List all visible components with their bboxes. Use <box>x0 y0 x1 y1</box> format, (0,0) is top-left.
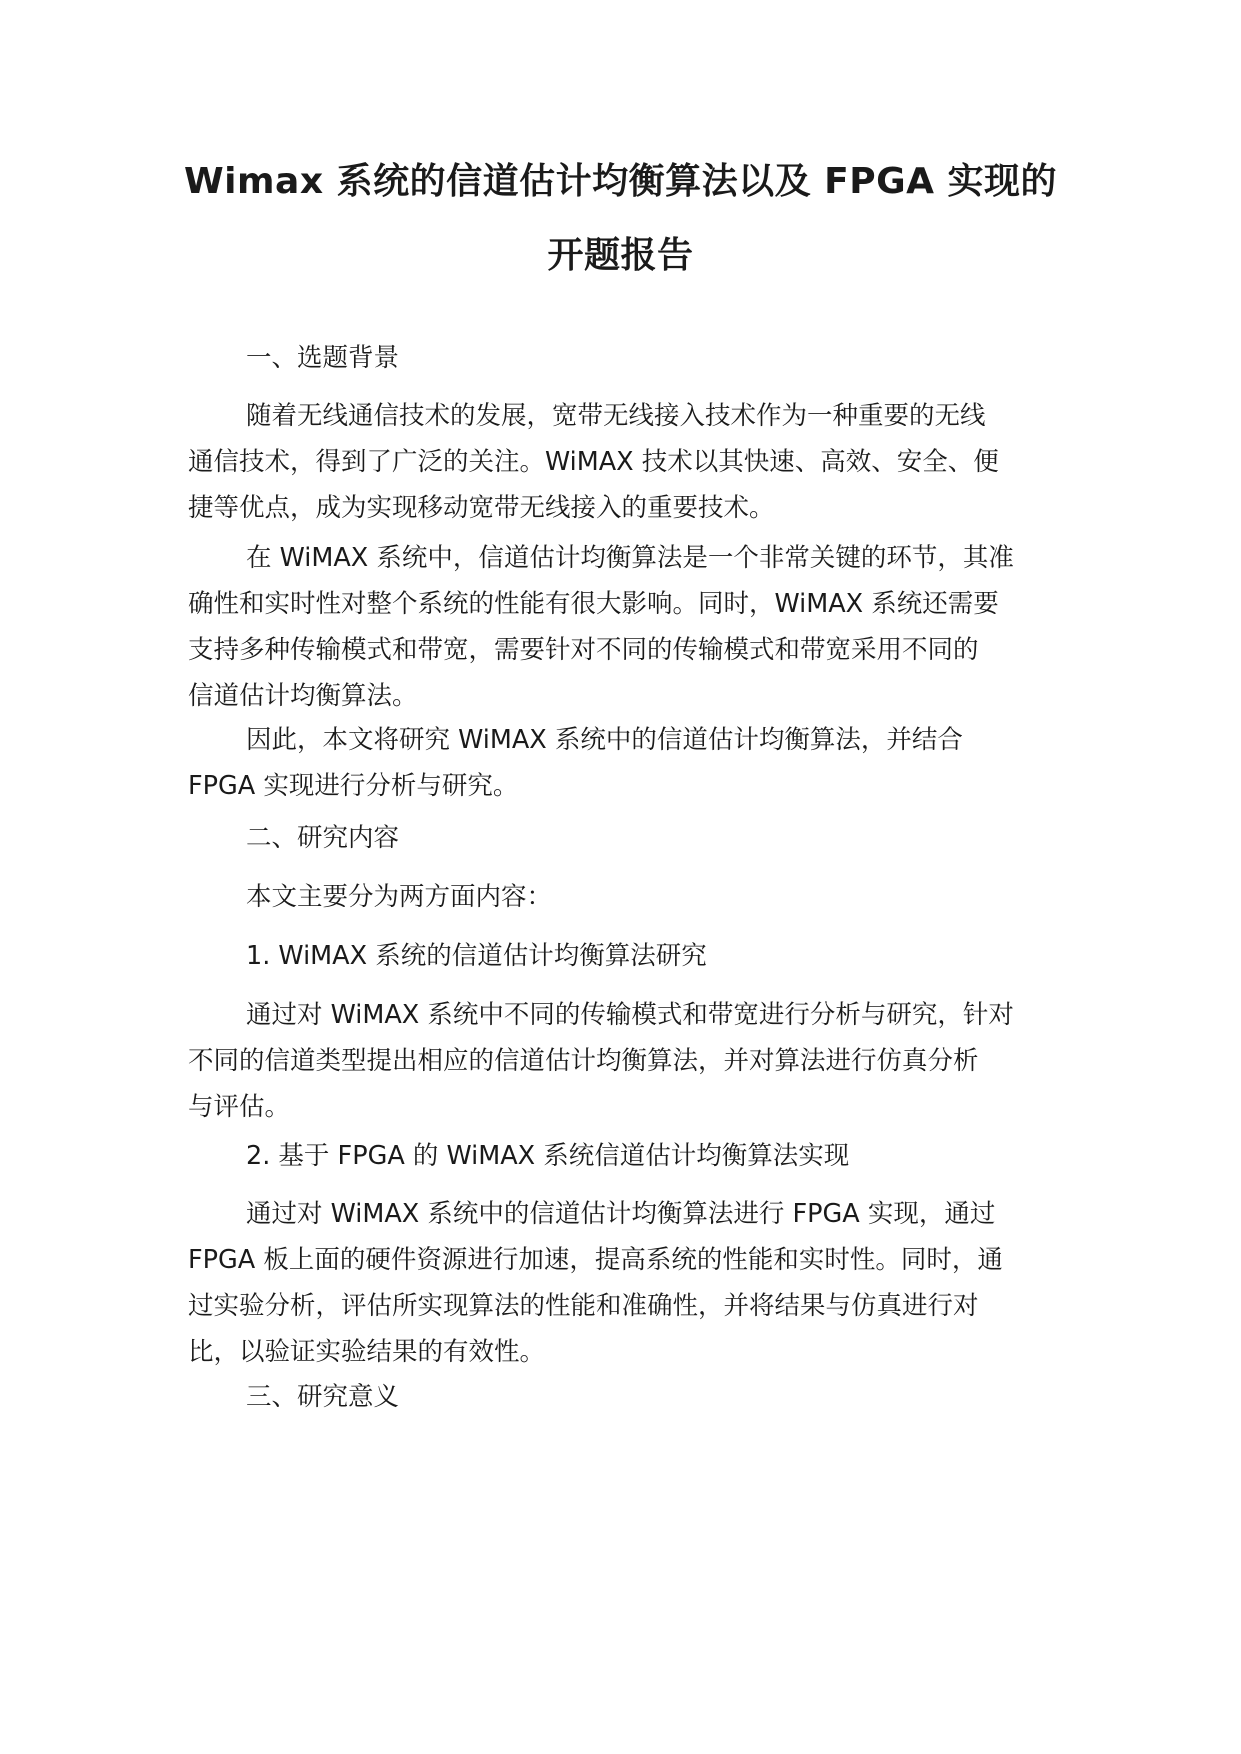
paragraph-6-line-4: 比，以验证实验结果的有效性。 <box>188 1337 546 1367</box>
paragraph-6-line-1: 通过对 WiMAX 系统中的信道估计均衡算法进行 FPGA 实现，通过 <box>246 1199 996 1229</box>
paragraph-2-line-4: 信道估计均衡算法。 <box>188 681 418 711</box>
paragraph-2 <box>188 535 1060 719</box>
paragraph-2-line-1: 在 WiMAX 系统中，信道估计均衡算法是一个非常关键的环节，其准 <box>246 543 1014 573</box>
paragraph-3-line-2: FPGA 实现进行分析与研究。 <box>188 771 519 801</box>
paragraph-5 <box>188 992 1060 1130</box>
section-1-heading: 一、选题背景 <box>246 343 400 373</box>
paragraph-6 <box>188 1191 1060 1375</box>
paragraph-5-line-1: 通过对 WiMAX 系统中不同的传输模式和带宽进行分析与研究，针对 <box>246 1000 1014 1030</box>
item-1-heading: 1. WiMAX 系统的信道估计均衡算法研究 <box>246 941 707 971</box>
paragraph-3-line-1: 因此，本文将研究 WiMAX 系统中的信道估计均衡算法，并结合 <box>246 725 963 755</box>
paragraph-6-line-3: 过实验分析，评估所实现算法的性能和准确性，并将结果与仿真进行对 <box>188 1291 979 1321</box>
paragraph-4: 本文主要分为两方面内容： <box>246 882 553 912</box>
section-2-heading: 二、研究内容 <box>246 823 400 853</box>
document-title-line-2: 开题报告 <box>547 235 694 276</box>
paragraph-6-line-2: FPGA 板上面的硬件资源进行加速，提高系统的性能和实时性。同时，通 <box>188 1245 1003 1275</box>
paragraph-1-line-2: 通信技术，得到了广泛的关注。WiMAX 技术以其快速、高效、安全、便 <box>188 447 999 477</box>
paragraph-5-line-2: 不同的信道类型提出相应的信道估计均衡算法，并对算法进行仿真分析 <box>188 1046 979 1076</box>
paragraph-3 <box>188 717 1060 809</box>
item-2-heading: 2. 基于 FPGA 的 WiMAX 系统信道估计均衡算法实现 <box>246 1141 850 1171</box>
paragraph-1-line-1: 随着无线通信技术的发展，宽带无线接入技术作为一种重要的无线 <box>246 401 986 431</box>
paragraph-5-line-3: 与评估。 <box>188 1092 291 1122</box>
paragraph-1-line-3: 捷等优点，成为实现移动宽带无线接入的重要技术。 <box>188 493 775 523</box>
paragraph-2-line-3: 支持多种传输模式和带宽，需要针对不同的传输模式和带宽采用不同的 <box>188 635 979 665</box>
paragraph-2-line-2: 确性和实时性对整个系统的性能有很大影响。同时，WiMAX 系统还需要 <box>188 589 999 619</box>
section-3-heading: 三、研究意义 <box>246 1382 400 1412</box>
document-title-line-1: Wimax 系统的信道估计均衡算法以及 FPGA 实现的 <box>183 161 1058 202</box>
paragraph-1 <box>188 393 1060 531</box>
